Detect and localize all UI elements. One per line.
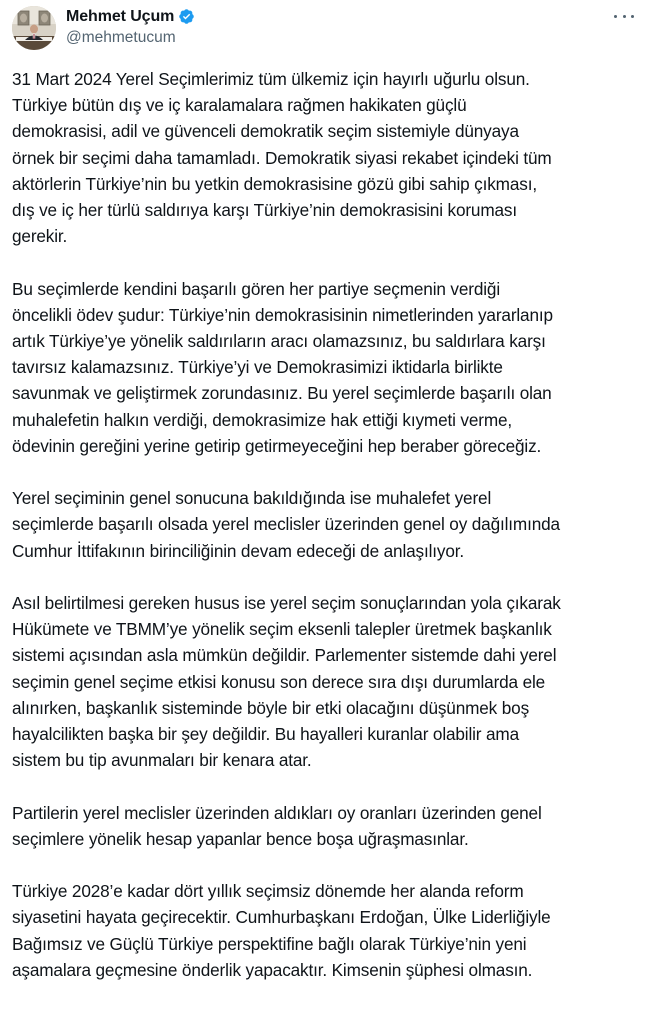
text-line: muhalefetin halkın verdiği, demokrasimize hak ettiği kıymeti verme, [12, 409, 513, 430]
text-line: örnek bir seçimi daha tamamladı. Demokratik siyasi rekabet içindeki tüm [12, 147, 552, 168]
tweet-header [0, 0, 650, 56]
tweet-paragraph [12, 485, 642, 564]
text-line: Asıl belirtilmesi gereken husus ise yerel seçim sonuçlarından yola çıkarak [12, 593, 561, 614]
text-line: Hükümete ve TBMM’ye yönelik seçim eksenli talepler üretmek başkanlık [12, 619, 552, 640]
text-line: Bağımsız ve Güçlü Türkiye perspektifine bağlı olarak Türkiye’nin yeni [12, 933, 527, 954]
author-handle[interactable]: @mehmetucum [66, 29, 176, 46]
avatar-photo-icon [12, 6, 56, 50]
tweet-paragraph [12, 276, 642, 459]
text-line: seçimlerde başarılı olsada yerel meclisler üzerinden genel oy dağılımında [12, 514, 560, 535]
more-horizontal-icon-dot [623, 15, 626, 18]
text-line: seçimlere yönelik hesap yapanlar bence boşa uğraşmasınlar. [12, 828, 469, 849]
text-line: dış ve iç her türlü saldırıya karşı Türkiye’nin demokrasisini koruması [12, 200, 517, 221]
more-horizontal-icon-dot [631, 15, 634, 18]
text-line: hayalcilikten başka bir şey değildir. Bu hayalleri kuranlar olabilir ama [12, 724, 519, 745]
text-line: Partilerin yerel meclisler üzerinden aldıkları oy oranları üzerinden genel [12, 802, 542, 823]
text-line: Türkiye bütün dış ve iç karalamalara rağmen hakikaten güçlü [12, 95, 467, 116]
text-line: Türkiye 2028’e kadar dört yıllık seçimsiz dönemde her alanda reform [12, 881, 524, 902]
text-line: alınırken, başkanlık sisteminde böyle bir etki olacağını düşünmek boş [12, 697, 530, 718]
verified-badge-icon [178, 8, 195, 25]
tweet-paragraph [12, 800, 642, 852]
more-horizontal-icon-dot [614, 15, 617, 18]
text-line: ödevinin gereğini yerine getirip getirmeyeceğini hep beraber göreceğiz. [12, 435, 542, 456]
text-line: Bu seçimlerde kendini başarılı gören her partiye seçmenin verdiği [12, 278, 500, 299]
text-line: sistem bu tip avunmaları bir kenara atar. [12, 750, 312, 771]
more-options-button[interactable] [614, 8, 634, 24]
tweet-paragraph [12, 590, 642, 773]
text-line: aktörlerin Türkiye’nin bu yetkin demokrasisine gözü gibi sahip çıkması, [12, 173, 537, 194]
text-line: aşamalara geçmesine önderlik yapacaktır. Kimsenin şüphesi olmasın. [12, 959, 533, 980]
text-line: artık Türkiye’ye yönelik saldırıların aracı olamazsınız, bu saldırlara karşı [12, 331, 546, 352]
text-line: demokrasisi, adil ve güvenceli demokratik seçim sistemiyle dünyaya [12, 121, 519, 142]
author-block [66, 6, 195, 47]
text-line: seçimin genel seçime etkisi konusu son derece sıra dışı durumlarda ele [12, 671, 546, 692]
text-line: öncelikli ödev şudur: Türkiye’nin demokrasisinin nimetlerinden yararlanıp [12, 304, 553, 325]
text-line: Yerel seçiminin genel sonucuna bakıldığında ise muhalefet yerel [12, 488, 492, 509]
tweet-paragraph [12, 878, 642, 983]
text-line: 31 Mart 2024 Yerel Seçimlerimiz tüm ülkemiz için hayırlı uğurlu olsun. [12, 69, 530, 89]
tweet-paragraph [12, 66, 642, 249]
tweet-text [12, 66, 642, 1009]
text-line: gerekir. [12, 226, 68, 247]
text-line: savunmak ve geliştirmek zorundasınız. Bu yerel seçimlerde başarılı olan [12, 383, 552, 404]
text-line: Cumhur İttifakının birinciliğinin devam edeceği de anlaşılıyor. [12, 540, 464, 561]
text-line: sistemi açısından asla mümkün değildir. Parlementer sistemde dahi yerel [12, 645, 557, 666]
author-display-name[interactable]: Mehmet Uçum [66, 7, 175, 25]
avatar[interactable] [12, 6, 56, 50]
text-line: tavırsız kalamazsınız. Türkiye’yi ve Demokrasimizi iktidarla birlikte [12, 357, 503, 378]
text-line: siyasetini hayata geçirecektir. Cumhurbaşkanı Erdoğan, Ülke Liderliğiyle [12, 907, 551, 928]
